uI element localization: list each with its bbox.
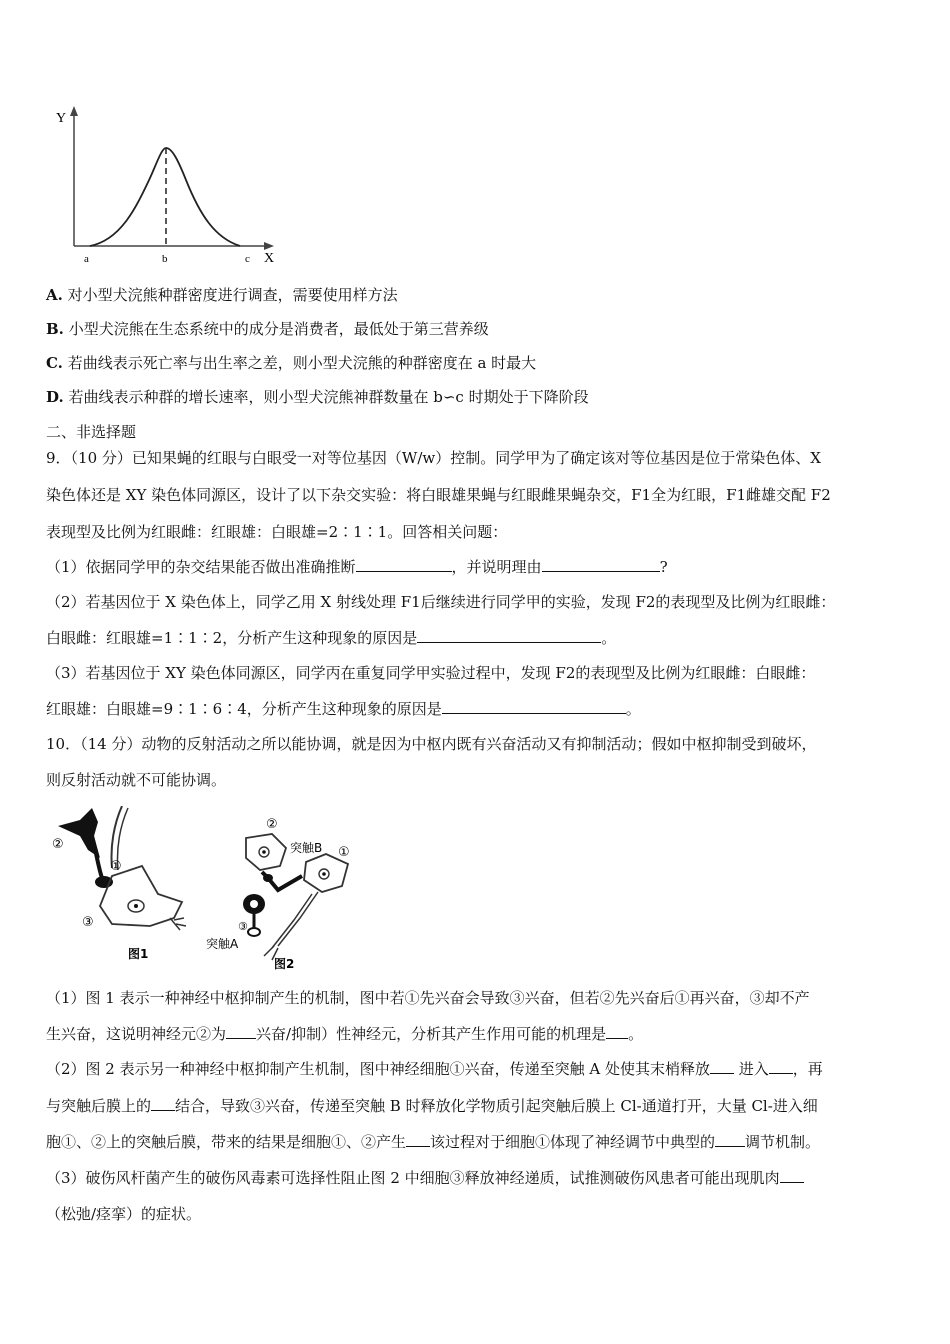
q10-sub2-text-a: （2）图 2 表示另一种神经中枢抑制产生机制，图中神经细胞①兴奋，传递至突触 A 处使其末梢释放 [46,1060,710,1078]
option-letter: A. [46,286,63,304]
q9-sub1 [46,556,906,578]
q9-line3: 表现型及比例为红眼雌：红眼雄：白眼雄=2∶1∶1。回答相关问题： [46,523,508,541]
fig2-caption: 图2 [274,957,295,971]
label-2: ② [266,817,278,832]
q10-sub2-text-f: 胞①、②上的突触后膜，带来的结果是细胞①、②产生 [46,1133,407,1151]
q9-sub2-text-b: 。 [601,629,617,647]
q10-sub2-text-h: 调节机制。 [745,1133,821,1151]
q10-sub1-line1: （1）图 1 表示一种神经中枢抑制产生的机制，图中若①先兴奋会导致③兴奋，但若②先兴奋后①再兴奋，③却不产 [46,989,810,1007]
q10-sub2-text-b: 进入 [734,1060,769,1078]
label-3: ③ [82,915,94,930]
q10-sub1-text-b: 兴奋/抑制）性神经元，分析其产生作用可能的机理是 [256,1025,607,1043]
q10-sub3-text-a: （3）破伤风杆菌产生的破伤风毒素可选择性阻止图 2 中细胞③释放神经递质，试推测破伤风患者可能出现肌肉 [46,1169,780,1187]
bell-curve [90,148,240,246]
population-curve-figure [40,100,300,270]
q10-line1: 10．（14 分）动物的反射活动之所以能协调，就是因为中枢内既有兴奋活动又有抑制活动；假如中枢抑制受到破坏， [46,735,817,753]
figure-2-neurons [206,817,350,971]
neuron-3-body [100,866,182,926]
q10-sub1-line2 [46,1023,906,1045]
tick-a: a [84,253,89,265]
neuron-2-nucleolus [262,850,266,854]
fig1-caption: 图1 [128,947,149,961]
neuron-1-axon [272,892,318,948]
option-b [46,318,906,340]
q10-sub2-line3 [46,1131,906,1153]
q10-line2: 则反射活动就不可能协调。 [46,771,227,789]
x-axis-arrow [264,242,274,250]
synapse-a-terminal [248,928,260,936]
q10-sub3-line1 [46,1167,906,1189]
q10-sub2-line2 [46,1095,906,1117]
q9-line1: 9．（10 分）已知果蝇的红眼与白眼受一对等位基因（W/w）控制。同学甲为了确定该对等位基因是位于常染色体、X [46,449,821,467]
neuron-2-body [246,834,286,870]
q10-sub2-line1 [46,1058,906,1080]
q9-sub2-line1: （2）若基因位于 X 染色体上，同学乙用 X 射线处理 F1后继续进行同学甲的实验，发现 F2的表现型及比例为红眼雌： [46,593,836,611]
answer-blank[interactable] [406,1131,430,1147]
answer-blank[interactable] [710,1058,734,1074]
q9-sub1-text-c: ? [659,558,668,576]
option-text: 若曲线表示种群的增长速率，则小型犬浣熊神群数量在 b∽c 时期处于下降阶段 [68,388,589,406]
q9-sub3-line1: （3）若基因位于 XY 染色体同源区，同学丙在重复同学甲实验过程中，发现 F2的表现型及比例为红眼雌：白眼雌： [46,664,816,682]
answer-blank[interactable] [542,556,660,572]
answer-blank[interactable] [356,556,452,572]
x-axis-label: X [264,251,275,266]
q9-sub2-text-a: 白眼雌：红眼雄=1∶1∶2，分析产生这种现象的原因是 [46,629,418,647]
label-1: ① [110,859,122,874]
label-2: ② [52,837,64,852]
option-c [46,352,906,374]
q9-sub1-text-b: ，并说明理由 [451,558,542,576]
q9-sub3-line2 [46,698,906,720]
answer-blank[interactable] [226,1023,256,1039]
answer-blank[interactable] [417,627,601,643]
neuron-2-axon [92,836,102,878]
neuron-3-dendrite [170,918,186,930]
tick-c: c [245,253,250,265]
option-letter: D. [46,388,64,406]
q9-sub3-text-b: 。 [625,700,641,718]
section-heading: 二、非选择题 [46,423,137,441]
q9-sub1-text-a: （1）依据同学甲的杂交结果能否做出准确推断 [46,558,356,576]
option-a [46,284,906,306]
tick-b: b [162,253,168,265]
neuron-1-nucleolus [322,872,326,876]
y-axis-label: Y [56,111,67,126]
q10-sub2-text-g: 该过程对于细胞①体现了神经调节中典型的 [430,1133,716,1151]
answer-blank[interactable] [769,1058,793,1074]
q9-sub3-text-a: 红眼雄：白眼雄=9∶1∶6∶4，分析产生这种现象的原因是 [46,700,442,718]
q10-sub2-text-c: ，再 [792,1060,823,1078]
synapse-b-terminal [263,874,273,882]
option-letter: B. [46,320,64,338]
option-text: 小型犬浣熊在生态系统中的成分是消费者，最低处于第三营养级 [68,320,489,338]
q10-sub1-text-a: 生兴奋，这说明神经元②为 [46,1025,227,1043]
q10-sub2-text-d: 与突触后膜上的 [46,1097,152,1115]
synapse-b-label: 突触B [290,841,323,855]
label-1: ① [338,845,350,860]
y-axis-arrow [70,106,78,116]
neuron-figures [50,806,380,976]
answer-blank[interactable] [606,1023,628,1039]
q9-line2: 染色体还是 XY 染色体同源区，设计了以下杂交实验：将白眼雄果蝇与红眼雌果蝇杂交，F1全为红眼，F1雌雄交配 F2 [46,486,831,504]
figure-1-neuron [52,806,186,961]
answer-blank[interactable] [780,1167,804,1183]
q9-sub2-line2 [46,627,906,649]
option-text: 对小型犬浣熊种群密度进行调查，需要使用样方法 [67,286,398,304]
option-text: 若曲线表示死亡率与出生率之差，则小型犬浣熊的种群密度在 a 时最大 [67,354,537,372]
q10-sub3-line2: （松弛/痉挛）的症状。 [46,1205,202,1223]
neuron-3-nucleolus [134,904,138,908]
q10-sub2-text-e: 结合，导致③兴奋，传递至突触 B 时释放化学物质引起突触后膜上 Cl-通道打开，大量 Cl-进入细 [175,1097,818,1115]
option-letter: C. [46,354,63,372]
answer-blank[interactable] [715,1131,745,1147]
option-d [46,386,906,408]
synapse-a-label: 突触A [206,937,239,951]
neuron-3-nucleus [250,900,258,908]
q10-sub1-text-c: 。 [628,1025,644,1043]
answer-blank[interactable] [151,1095,175,1111]
label-3: ③ [238,920,248,933]
answer-blank[interactable] [442,698,626,714]
